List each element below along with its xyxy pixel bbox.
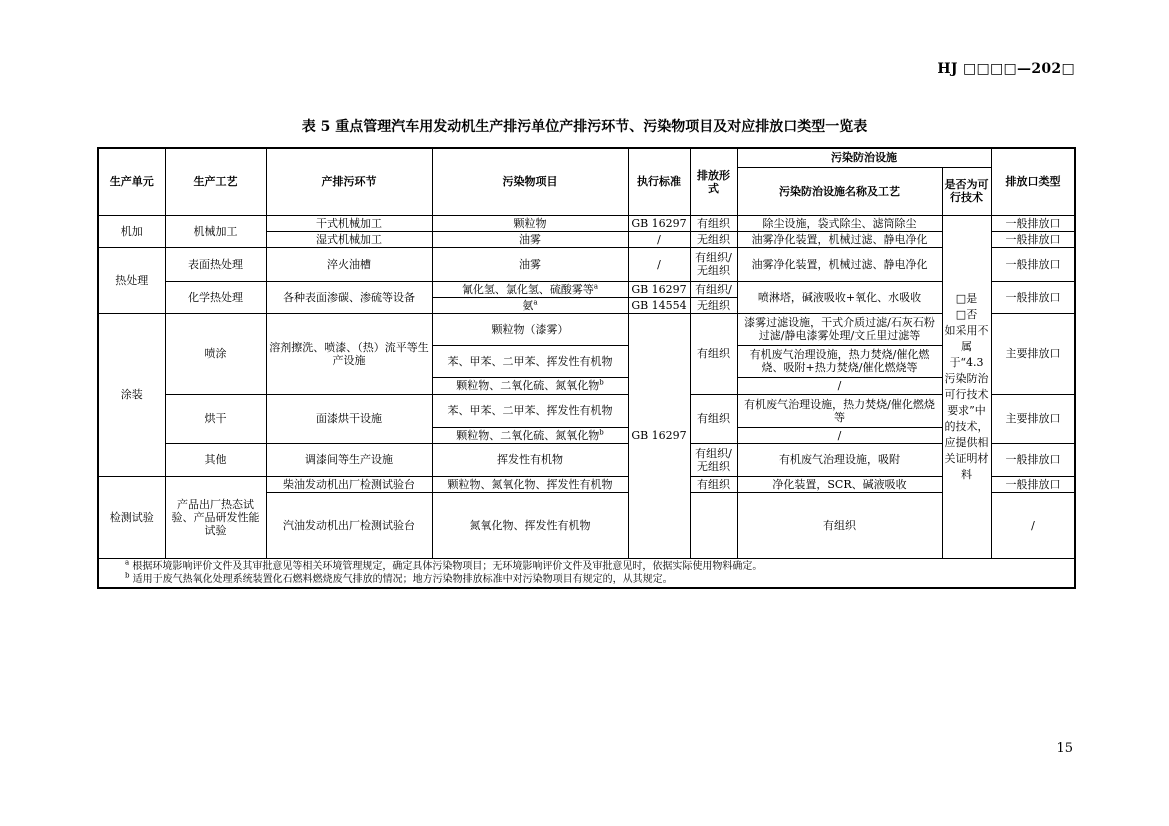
cell-pollutant: [432, 377, 628, 394]
cell-emission-mode: 有组织/: [690, 281, 737, 297]
note-b: [125, 573, 1049, 586]
col-header-process: 生产工艺: [165, 148, 266, 215]
cell-facility: 净化装置，SCR、碱液吸收: [737, 476, 942, 492]
cell-outlet-type: 主要排放口: [991, 313, 1075, 394]
cell-emission-mode: 有组织/无组织: [690, 443, 737, 476]
cell-outlet-type: 一般排放口: [991, 476, 1075, 492]
cell-standard: GB 16297: [628, 281, 690, 297]
cell-pollutant: 油雾: [432, 231, 628, 247]
cell-standard: GB 16297: [628, 313, 690, 558]
cell-pollutant: 油雾: [432, 247, 628, 281]
cell-outlet-type: 一般排放口: [991, 215, 1075, 231]
cell-emission-mode: 有组织: [737, 492, 942, 558]
cell-standard: /: [628, 231, 690, 247]
cell-pollutant: 颗粒物: [432, 215, 628, 231]
cell-standard: /: [628, 247, 690, 281]
cell-standard: GB 16297: [628, 215, 690, 231]
footnote-mark-b: b: [599, 427, 604, 436]
table-caption: 表 5 重点管理汽车用发动机生产排污单位产排污环节、污染物项目及对应排放口类型一览表: [301, 119, 868, 135]
col-header-facility-group: 污染防治设施: [737, 148, 991, 167]
cell-facility: /: [991, 492, 1075, 558]
cell-facility: 油雾净化装置，机械过滤、静电净化: [737, 247, 942, 281]
cell-process: 化学热处理: [165, 281, 266, 313]
pollutant-table: [97, 147, 1076, 589]
cell-unit: 检测试验: [98, 476, 165, 558]
table-row: [98, 394, 1075, 427]
cell-source: 湿式机械加工: [266, 231, 432, 247]
pollutant-text: 颗粒物、二氧化硫、氮氧化物: [456, 428, 600, 442]
notes-row: [98, 558, 1075, 588]
table-row: [98, 476, 1075, 492]
cell-outlet-type: 一般排放口: [991, 281, 1075, 313]
cell-source: 各种表面渗碳、渗硫等设备: [266, 281, 432, 313]
cell-pollutant: 挥发性有机物: [432, 443, 628, 476]
col-header-outlet-type: 排放口类型: [991, 148, 1075, 215]
cell-pollutant: 颗粒物（漆雾）: [432, 313, 628, 345]
cell-outlet-type: 一般排放口: [991, 443, 1075, 476]
col-header-feasible: 是否为可行技术: [942, 167, 991, 215]
cell-process: 机械加工: [165, 215, 266, 247]
col-header-pollutant: 污染物项目: [432, 148, 628, 215]
table-row: [98, 215, 1075, 231]
pollutant-text: 氨: [522, 298, 534, 312]
footnote-mark-a: a: [593, 281, 599, 290]
cell-unit: 涂装: [98, 313, 165, 476]
cell-standard: GB 14554: [628, 297, 690, 313]
document-code: HJ □□□□—202□: [937, 61, 1075, 77]
cell-facility: 除尘设施，袋式除尘、滤筒除尘: [737, 215, 942, 231]
pollutant-text: 氰化氢、氯化氢、硫酸雾等: [461, 282, 594, 296]
cell-facility: /: [737, 427, 942, 443]
note-a: [125, 560, 1049, 573]
feasible-no-option[interactable]: □否: [955, 307, 978, 321]
cell-facility: 有机废气治理设施，吸附: [737, 443, 942, 476]
footnote-mark-a: a: [533, 297, 538, 306]
note-b-text: 适用于废气热氧化处理系统装置化石燃料燃烧废气排放的情况；地方污染物排放标准中对污染物项目有规定的，从其规定。: [132, 573, 673, 585]
note-mark-b: b: [125, 571, 130, 580]
cell-pollutant: 苯、甲苯、二甲苯、挥发性有机物: [432, 394, 628, 427]
cell-unit: 热处理: [98, 247, 165, 313]
cell-outlet-type: 一般排放口: [991, 231, 1075, 247]
cell-emission-mode: 有组织: [690, 215, 737, 231]
cell-standard: [690, 492, 737, 558]
cell-process: 产品出厂热态试验、产品研发性能试验: [165, 476, 266, 558]
cell-pollutant: 氮氧化物、挥发性有机物: [432, 492, 628, 558]
feasible-yes-option[interactable]: □是: [955, 291, 978, 305]
table-row: [98, 443, 1075, 476]
cell-facility: 喷淋塔，碱液吸收+氧化、水吸收: [737, 281, 942, 313]
pollutant-text: 颗粒物、二氧化硫、氮氧化物: [456, 379, 600, 392]
cell-process: 喷涂: [165, 313, 266, 394]
cell-process: 烘干: [165, 394, 266, 443]
page-number: 15: [1056, 741, 1073, 756]
cell-facility: 有机废气治理设施，热力焚烧/催化燃烧等: [737, 394, 942, 427]
cell-facility: 有机废气治理设施，热力焚烧/催化燃烧、吸附+热力焚烧/催化燃烧等: [737, 345, 942, 377]
header-row-1: [98, 148, 1075, 167]
footnote-mark-b: b: [599, 378, 604, 387]
cell-pollutant: 颗粒物、氮氧化物、挥发性有机物: [432, 476, 628, 492]
col-header-facility-name: 污染防治设施名称及工艺: [737, 167, 942, 215]
feasible-note: 如采用不属于“4.3 污染防治可行技术要求”中的技术，应提供相关证明材料: [944, 323, 989, 481]
cell-pollutant: [432, 297, 628, 313]
cell-source: 面漆烘干设施: [266, 394, 432, 443]
cell-outlet-type: 主要排放口: [991, 394, 1075, 443]
note-a-text: 根据环境影响评价文件及其审批意见等相关环境管理规定，确定具体污染物项目；无环境影响评价文件及审批意见时，依据实际使用物料确定。: [132, 560, 763, 572]
cell-source: 干式机械加工: [266, 215, 432, 231]
cell-unit: 机加: [98, 215, 165, 247]
cell-facility: 油雾净化装置，机械过滤、静电净化: [737, 231, 942, 247]
cell-source: 汽油发动机出厂检测试验台: [266, 492, 432, 558]
cell-emission-mode: 有组织: [690, 476, 737, 492]
table-row: [98, 281, 1075, 297]
cell-emission-mode: 无组织: [690, 231, 737, 247]
cell-emission-mode: 无组织: [690, 297, 737, 313]
cell-outlet-type: 一般排放口: [991, 247, 1075, 281]
col-header-source: 产排污环节: [266, 148, 432, 215]
cell-emission-mode: 有组织: [690, 394, 737, 443]
cell-source: 柴油发动机出厂检测试验台: [266, 476, 432, 492]
cell-facility: 漆雾过滤设施，干式介质过滤/石灰石粉过滤/静电漆雾处理/文丘里过滤等: [737, 313, 942, 345]
cell-pollutant: 苯、甲苯、二甲苯、挥发性有机物: [432, 345, 628, 377]
cell-process: 表面热处理: [165, 247, 266, 281]
cell-source: 淬火油槽: [266, 247, 432, 281]
col-header-emission-mode: 排放形式: [690, 148, 737, 215]
cell-process: 其他: [165, 443, 266, 476]
cell-pollutant: [432, 427, 628, 443]
table-notes: [98, 558, 1075, 588]
cell-source: 溶剂擦洗、喷漆、（热）流平等生产设施: [266, 313, 432, 394]
cell-facility: /: [737, 377, 942, 394]
col-header-standard: 执行标准: [628, 148, 690, 215]
cell-source: 调漆间等生产设施: [266, 443, 432, 476]
table-row: [98, 313, 1075, 345]
cell-emission-mode: 有组织: [690, 313, 737, 394]
cell-pollutant: [432, 281, 628, 297]
cell-emission-mode: 有组织/无组织: [690, 247, 737, 281]
pollutant-table-wrapper: [97, 147, 1074, 589]
col-header-unit: 生产单元: [98, 148, 165, 215]
cell-feasible: [942, 215, 991, 558]
table-row: [98, 247, 1075, 281]
note-mark-a: a: [125, 558, 130, 567]
